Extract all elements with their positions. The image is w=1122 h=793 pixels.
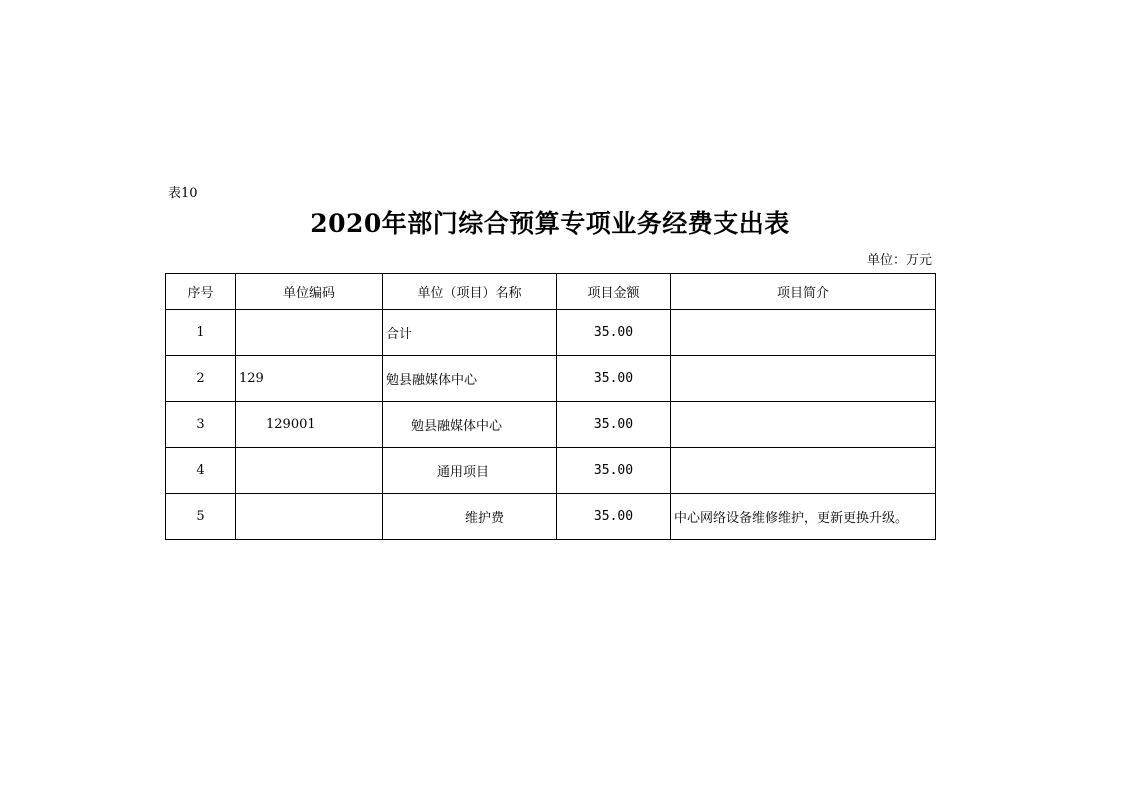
unit-label: 单位：万元 [866,253,932,268]
page-title: 2020年部门综合预算专项业务经费支出表 [310,209,790,238]
table-row [166,310,936,356]
cell-seq: 3 [166,402,236,448]
cell-name: 勉县融媒体中心 [383,402,557,448]
table-number: 表10 [168,186,198,201]
cell-code: 129 [236,356,383,402]
cell-amount: 35.00 [557,494,671,540]
table-row [166,356,936,402]
cell-description: 中心网络设备维修维护，更新更换升级。 [671,494,936,540]
budget-table [165,273,936,540]
cell-seq: 5 [166,494,236,540]
cell-amount: 35.00 [557,310,671,356]
column-header-name: 单位（项目）名称 [383,274,557,310]
cell-description [671,448,936,494]
cell-seq: 1 [166,310,236,356]
table-row [166,402,936,448]
cell-seq: 4 [166,448,236,494]
cell-amount: 35.00 [557,356,671,402]
cell-amount: 35.00 [557,402,671,448]
cell-name: 维护费 [383,494,557,540]
cell-description [671,356,936,402]
column-header-amount: 项目金额 [557,274,671,310]
cell-name: 合计 [383,310,557,356]
column-header-code: 单位编码 [236,274,383,310]
cell-description [671,310,936,356]
cell-code [236,310,383,356]
cell-description [671,402,936,448]
table-row [166,448,936,494]
table-row [166,494,936,540]
column-header-description: 项目简介 [671,274,936,310]
cell-code [236,494,383,540]
column-header-seq: 序号 [166,274,236,310]
cell-seq: 2 [166,356,236,402]
cell-code: 129001 [236,402,383,448]
cell-code [236,448,383,494]
cell-amount: 35.00 [557,448,671,494]
cell-name: 通用项目 [383,448,557,494]
cell-name: 勉县融媒体中心 [383,356,557,402]
table-header-row [166,274,936,310]
